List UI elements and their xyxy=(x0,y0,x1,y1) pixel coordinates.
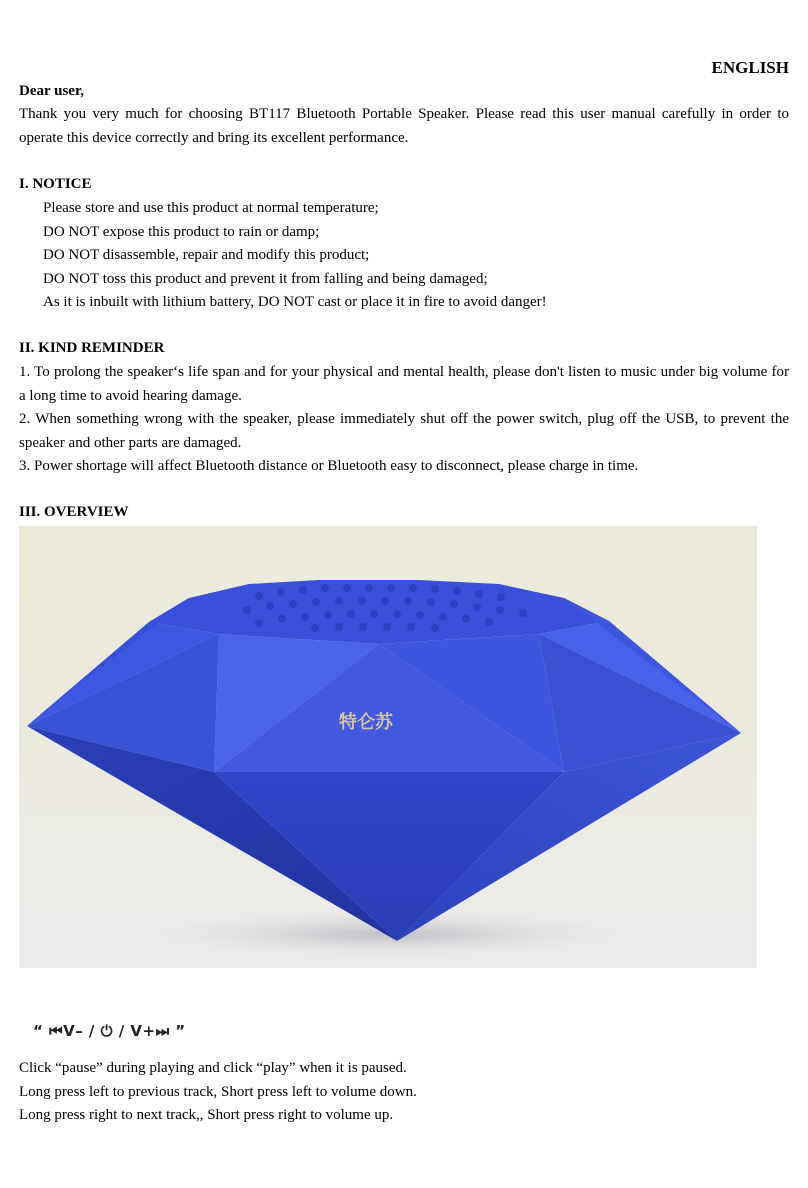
diamond-speaker-illustration xyxy=(19,526,757,968)
notice-list xyxy=(19,197,789,315)
overview-heading: III. OVERVIEW xyxy=(19,504,129,520)
notice-heading: I. NOTICE xyxy=(19,176,92,192)
reminder-item-3: 3. Power shortage will affect Bluetooth distance or Bluetooth easy to disconnect, please charge in time. xyxy=(19,458,639,474)
notice-item: DO NOT expose this product to rain or damp; xyxy=(43,223,320,240)
language-label: ENGLISH xyxy=(711,58,789,77)
brand-logo: 特仑苏 xyxy=(339,712,393,733)
notice-item: As it is inbuilt with lithium battery, DO NOT cast or place it in fire to avoid danger! xyxy=(43,294,547,310)
notice-item: Please store and use this product at normal temperature; xyxy=(43,200,379,216)
notice-item: DO NOT disassemble, repair and modify this product; xyxy=(43,247,370,263)
greeting: Dear user, xyxy=(19,83,84,99)
speaker-product-image xyxy=(19,526,757,968)
notice-item: DO NOT toss this product and prevent it from falling and being damaged; xyxy=(43,270,488,287)
instruction-item: Long press left to previous track, Short press left to volume down. xyxy=(19,1083,417,1100)
instruction-item: Long press right to next track,, Short press right to volume up. xyxy=(19,1107,394,1123)
instructions-list xyxy=(19,1057,789,1128)
control-buttons-label: “ ⏮V– / ⏻ / V+⏭ ” xyxy=(33,1022,186,1040)
reminder-item-1: 1. To prolong the speaker‘s life span and for your physical and mental health, please don't listen to music under big volume for a long time to avoid hearing damage. xyxy=(19,364,789,404)
intro-paragraph: Thank you very much for choosing BT117 Bluetooth Portable Speaker. Please read this user manual carefully in order to operate this device correctly and bring its excellent performance. xyxy=(19,106,789,146)
reminder-item-2: 2. When something wrong with the speaker, please immediately shut off the power switch, plug off the USB, to prevent the speaker and other parts are damaged. xyxy=(19,411,789,451)
reminder-heading: II. KIND REMINDER xyxy=(19,340,165,356)
instruction-item: Click “pause” during playing and click “play” when it is paused. xyxy=(19,1060,407,1076)
